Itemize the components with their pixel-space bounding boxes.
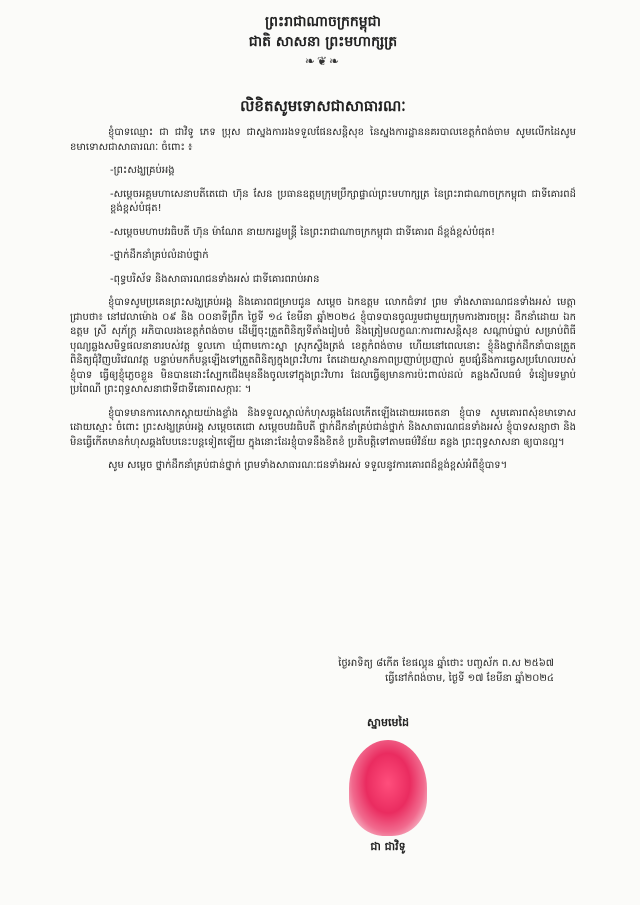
- closing-paragraph: សូម សម្តេច ថ្នាក់ដឹកនាំគ្រប់ជាន់ថ្នាក់ ព្រមទាំងសាធារណៈជនទាំងអស់ ទទួលនូវការគោរពដ៏ខ្ពង់ខ្ពស់អំពីខ្ញុំបាទ។: [108, 460, 508, 471]
- addressee-hun-sen: -សម្តេចអគ្គមហាសេនាបតីតេជោ ហ៊ុន សែន ប្រធានឧត្តមក្រុមប្រឹក្សាផ្ទាល់ព្រះមហាក្សត្រ នៃព្រះរាជាណាចក្រកម្ពុជា ជាទីគោរពដ៏ខ្ពង់ខ្ពស់បំផុត!: [110, 188, 576, 214]
- letter-title: លិខិតសូមទោសជាសាធារណៈ: [240, 97, 406, 115]
- signatory-name: ជា ជាវិទូ: [370, 840, 406, 853]
- thumbprint-mark: [349, 740, 427, 836]
- intro-paragraph: ខ្ញុំបាទឈ្មោះ ជា ជាវិទូ ភេទ ប្រុស ជាស្នងការរងទទួលផែនសន្តិសុខ នៃស្នងការដ្ឋាននគរបាលខេត្តកំពង់ចាម សូមលើកដៃសូមខមាទោសជាសាធារណៈ ចំពោះ ៖: [70, 127, 576, 153]
- lunar-date: ថ្ងៃអាទិត្យ ៨កើត ខែផល្គុន ឆ្នាំថោះ បញ្ចស័ក ព.ស ២៥៦៧: [338, 658, 554, 669]
- addressee-monks: -ព្រះសង្ឃគ្រប់អង្គ: [110, 165, 175, 176]
- thumbprint-label: ស្នាមមេដៃ: [367, 716, 409, 729]
- signature-block: [318, 716, 458, 856]
- addressee-hun-manet: -សម្តេចមហាបវរធិបតី ហ៊ុន ម៉ាណែត នាយករដ្ឋមន្ត្រី នៃព្រះរាជាណាចក្រកម្ពុជា ជាទីគោរព ដ៏ខ្ពង់ខ្ពស់បំផុត!: [110, 226, 495, 238]
- apology-paragraph: ខ្ញុំបាទមានការសោកស្តាយយ៉ាងខ្លាំង និងទទួលស្គាល់កំហុសឆ្គងដែលកើតឡើងដោយអចេតនា ខ្ញុំបាទ សូមគោរពសុំខមាទោសដោយស្មោះ ចំពោះ ព្រះសង្ឃគ្រប់អង្គ សម្តេចតេជោ សម្តេចបវរធិបតី ថ្នាក់ដឹកនាំគ្រប់ជាន់ថ្នាក់ និងសាធារណជនទាំងអស់ ខ្ញុំបាទសន្យាថា និងមិនធ្វើកើតមានកំហុសឆ្គងបែបនេះបន្តទៀតឡើយ ក្នុងនោះដែរខ្ញុំបាទនឹងខិតខំ ប្រតិបត្តិទៅតាមធម៌វិន័យ គន្លង ព្រះពុទ្ធសាសនា ឲ្យបានល្អ។: [70, 407, 576, 448]
- ornament-divider: ❧❦❧: [304, 54, 342, 68]
- kingdom-header: ព្រះរាជាណាចក្រកម្ពុជា: [264, 14, 381, 30]
- addressee-leaders: -ថ្នាក់ដឹកនាំគ្រប់លំដាប់ថ្នាក់: [110, 250, 209, 261]
- place-date: ធ្វើនៅកំពង់ចាម, ថ្ងៃទី ១៧ ខែមីនា ឆ្នាំ២០២៤: [385, 673, 554, 684]
- incident-paragraph: ខ្ញុំបាទសូមប្រគេនព្រះសង្ឃគ្រប់អង្គ និងគោរពជម្រាបជូន សម្តេច ឯកឧត្តម លោកជំទាវ ព្រម ទាំងសាធារណជនទាំងអស់ មេត្តាជ្រាបថា៖ នៅវេលាម៉ោង ០៩ និង ០០នាទីព្រឹក ថ្ងៃទី ១៤ ខែមីនា ឆ្នាំ២០២៤ ខ្ញុំបាទបានចូលរួមជាមួយក្រុមការងារចម្រុះ ដឹកនាំដោយ ឯកឧត្តម ស្រី សុភ័ក្ត្រ អភិបាលរងខេត្តកំពង់ចាម ដើម្បីចុះត្រួតពិនិត្យទីតាំងរៀបចំ និងត្រៀមលក្ខណៈការពារសន្តិសុខ សណ្តាប់ធ្នាប់ សម្រាប់ពិធីបុណ្យឆ្លងសមិទ្ធផលនានារបស់វត្ត ទួលកោ ឃុំពាមកោះស្នា ស្រុកស្ទឹងត្រង់ ខេត្តកំពង់ចាម ហើយនៅពេលនោះ ខ្ញុំនិងថ្នាក់ដឹកនាំបានត្រួតពិនិត្យជុំវិញបរិវេណវត្ត បន្ទាប់មកក៏បន្តឡើងទៅត្រួតពិនិត្យក្នុងព្រះវិហារ តែដោយស្ថានភាពប្រញាប់ប្រញាល់ គួបផ្សំនឹងការធ្វេសប្រហែលរបស់ខ្ញុំបាទ ធ្វើឲ្យខ្ញុំភ្លេចខ្លួន មិនបានដោះស្បែកជើងមុននឹងចូលទៅក្នុងព្រះវិហារ ដែលធ្វើឲ្យមានការប៉ះពាល់ដល់ គន្លងសីលធម៌ ទំនៀមទម្លាប់ ប្រពៃណី ព្រះពុទ្ធសាសនាជាទីជាទីគោរពសក្ការៈ ។: [70, 297, 576, 395]
- addressee-public: -ពុទ្ធបរិស័ទ និងសាធារណជនទាំងអស់ ជាទីគោរពរាប់អាន: [110, 273, 320, 285]
- national-motto: ជាតិ សាសនា ព្រះមហាក្សត្រ: [248, 34, 398, 50]
